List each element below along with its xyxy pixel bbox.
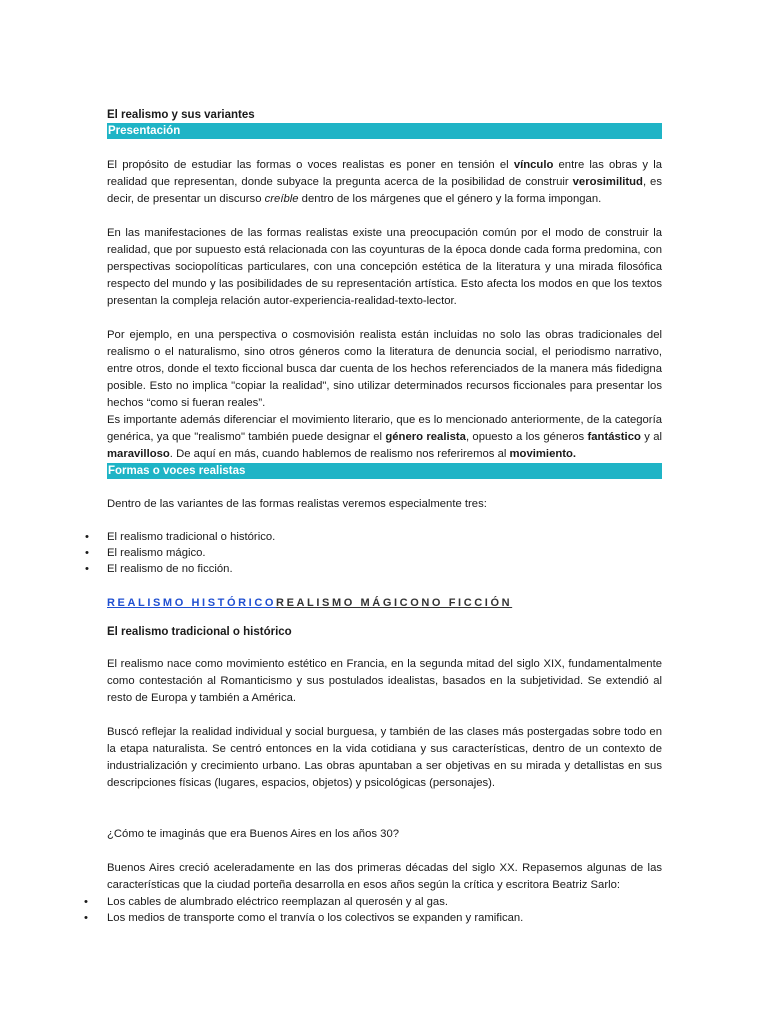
subheading-traditional-realism: El realismo tradicional o histórico xyxy=(107,626,292,638)
list-item: • El realismo mágico. xyxy=(107,545,662,561)
document-content xyxy=(107,107,662,926)
realism-tabs xyxy=(107,595,662,611)
paragraph-variants-intro: Dentro de las variantes de las formas realistas veremos especialmente tres: xyxy=(107,498,487,510)
paragraph-buenos-aires: Buenos Aires creció aceleradamente en las dos primeras décadas del siglo XX. Repasemos algunas de las características que la ciudad porteña desarrolla en esos años según la crítica y escritora Beatriz Sarlo: xyxy=(107,862,662,891)
tab-no-ficcion[interactable]: NO FICCIÓN xyxy=(421,597,513,609)
list-item: • El realismo tradicional o histórico. xyxy=(107,529,662,545)
paragraph-origin: El realismo nace como movimiento estético en Francia, en la segunda mitad del siglo XIX, fundamentalmente como contestación al Romanticismo y sus postulados idealistas, basados en la subjetividad. Se extendió al resto de Europa y también a América. xyxy=(107,658,662,704)
section-band-formas: Formas o voces realistas xyxy=(107,463,662,479)
paragraph-reflection: Buscó reflejar la realidad individual y social burguesa, y también de las clases más postergadas sobre todo en la etapa naturalista. Se centró entonces en la vida cotidiana y sus características, dentro de un contexto de industrialización y crecimiento urbano. Las obras apuntaban a ser objetivas en su mirada y detallistas en sus descripciones físicas (lugares, espacios, objetos) y psicológicas (personajes). xyxy=(107,726,662,789)
list-item: • Los medios de transporte como el tranvía o los colectivos se expanden y ramifican. xyxy=(107,910,662,926)
question-buenos-aires: ¿Cómo te imaginás que era Buenos Aires en los años 30? xyxy=(107,828,400,840)
section-band-presentacion: Presentación xyxy=(107,123,662,139)
tab-realismo-historico[interactable]: REALISMO HISTÓRICO xyxy=(107,597,277,609)
paragraph-example: Por ejemplo, en una perspectiva o cosmovisión realista están incluidas no solo las obras tradicionales del realismo o el naturalismo, sino otros géneros como la literatura de denuncia social, el periodismo narrativo, entre otros, donde el texto ficcional busca dar cuenta de los hechos referenciados de la manera más fidedigna posible. Esto no implica "copiar la realidad", sino utilizar determinados recursos ficcionales para presentar los hechos “como si fueran reales”. xyxy=(107,329,662,409)
paragraph-genre-distinction: Es importante además diferenciar el movimiento literario, que es lo mencionado anteriormente, de la categoría genérica, ya que "realismo" también puede designar el género realista, opuesto a los géneros fantástico y al maravilloso. De aquí en más, cuando hablemos de realismo nos referiremos al movimiento. xyxy=(107,414,662,460)
tab-realismo-magico[interactable]: REALISMO MÁGICO xyxy=(276,597,422,609)
features-list xyxy=(107,894,662,926)
paragraph-manifestations: En las manifestaciones de las formas realistas existe una preocupación común por el modo de construir la realidad, que por supuesto está relacionada con las coyunturas de la época donde cada forma predomina, con perspectivas sociopolíticas particulares, con una concepción estética de la literatura y una mirada filosófica respecto del mundo y las posibilidades de su representación artística. Esto afecta los modos en que los textos presentan la compleja relación autor-experiencia-realidad-texto-lector. xyxy=(107,227,662,307)
list-item: • Los cables de alumbrado eléctrico reemplazan al querosén y al gas. xyxy=(107,894,662,910)
variants-list xyxy=(107,529,662,577)
list-item: • El realismo de no ficción. xyxy=(107,561,662,577)
paragraph-purpose: El propósito de estudiar las formas o voces realistas es poner en tensión el vínculo entre las obras y la realidad que representan, donde subyace la pregunta acerca de la posibilidad de construir verosimilitud, es decir, de presentar un discurso creíble dentro de los márgenes que el género y la forma impongan. xyxy=(107,159,662,205)
document-title: El realismo y sus variantes xyxy=(107,109,255,121)
